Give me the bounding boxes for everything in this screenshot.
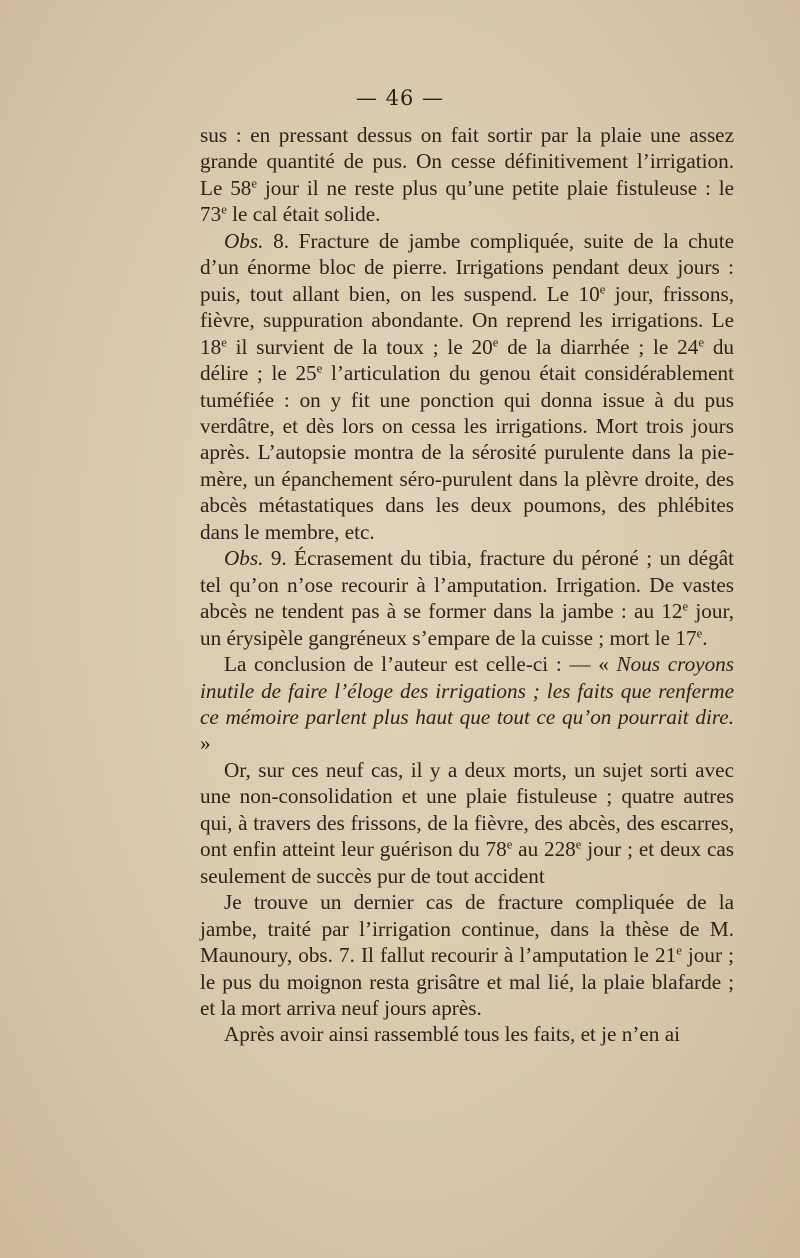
text-run: jour, frissons, fièvre, suppuration abondante. On reprend les irrigations. Le 18: [200, 281, 734, 359]
page-number: — 46 —: [355, 86, 445, 110]
text-run: 9. Écrasement du tibia, fracture du péroné ; un dégât tel qu’on n’ose recourir à l’amputation. Irrigation. De vastes abcès ne tendent pas à se former dans la jambe : au 12: [200, 546, 734, 624]
paragraph: [200, 889, 734, 1021]
paragraph: [200, 228, 734, 545]
text-run: 8. Fracture de jambe compliquée, suite de la chute d’un énorme bloc de pierre. Irrigations pendant deux jours : puis, tout allant bien, on les suspend. Le 10: [200, 228, 734, 306]
text-run: jour, un érysipèle gangréneux s’empare de la cuisse ; mort le 17: [200, 599, 734, 650]
text-run: il survient de la toux ; le 20: [226, 334, 493, 359]
text-run: jour ; et deux cas seulement de succès pur de tout accident: [200, 837, 735, 888]
text-run: .: [702, 625, 708, 650]
text-run: Après avoir ainsi rassemblé tous les faits, et je n’en ai: [224, 1022, 680, 1047]
paragraph: [200, 545, 734, 651]
superscript: e: [575, 837, 582, 852]
text-run: jour ; le pus du moignon resta grisâtre et mal lié, la plaie blafarde ; et la mort arriva neuf jours après.: [200, 943, 734, 1020]
italic-text: Obs.: [224, 546, 264, 571]
text-run: de la diarrhée ; le 24: [498, 334, 699, 359]
italic-text: Obs.: [224, 228, 264, 253]
superscript: e: [599, 282, 606, 297]
paragraph: [200, 757, 734, 889]
text-run: le cal était solide.: [226, 202, 381, 227]
superscript: e: [698, 335, 704, 349]
superscript: e: [316, 361, 323, 376]
superscript: e: [221, 202, 227, 217]
text-run: »: [200, 731, 211, 756]
text-run: au 228: [512, 837, 576, 862]
text-run: du délire ; le 25: [200, 334, 735, 386]
superscript: e: [682, 599, 689, 614]
italic-text: Nous croyons inutile de faire l’éloge des irrigations ; les faits que renferme ce mémoire parlent plus haut que tout ce qu’on pourrait dire.: [200, 652, 735, 729]
text-run: l’articulation du genou était considérablement tuméfiée : on y fit une ponction qui donna issue à du pus verdâtre, et dès lors on cessa les irrigations. Mort trois jours après. L’autopsie montra de la sérosité purulente dans la pie-mère, un épanchement séro-purulent dans la plèvre droite, des abcès métastatiques dans les deux poumons, des phlébites dans le membre, etc.: [200, 361, 734, 544]
superscript: e: [506, 837, 513, 852]
text-run: La conclusion de l’auteur est celle-ci : — «: [224, 652, 617, 677]
paragraph: [200, 651, 734, 757]
superscript: e: [251, 176, 258, 191]
paragraph: [200, 122, 734, 228]
superscript: e: [221, 335, 227, 349]
paragraph: [200, 1021, 734, 1047]
superscript: e: [676, 943, 682, 958]
text-run: Je trouve un dernier cas de fracture compliquée de la jambe, traité par l’irrigation continue, dans la thèse de M. Maunoury, obs. 7. Il fallut recourir à l’amputation le 21: [200, 890, 734, 968]
superscript: e: [696, 625, 703, 640]
body-text: [200, 122, 734, 1048]
text-run: sus : en pressant dessus on fait sortir par la plaie une assez grande quantité de pus. On cesse définitivement l’irrigation. Le 58: [200, 123, 734, 200]
text-run: Or, sur ces neuf cas, il y a deux morts, un sujet sorti avec une non-consolidation et une plaie fistuleuse ; quatre autres qui, à travers des frissons, de la fièvre, des abcès, des escarres, ont enfin atteint leur guérison du 78: [200, 757, 734, 862]
superscript: e: [492, 335, 499, 349]
text-run: jour il ne reste plus qu’une petite plaie fistuleuse : le 73: [200, 175, 734, 227]
